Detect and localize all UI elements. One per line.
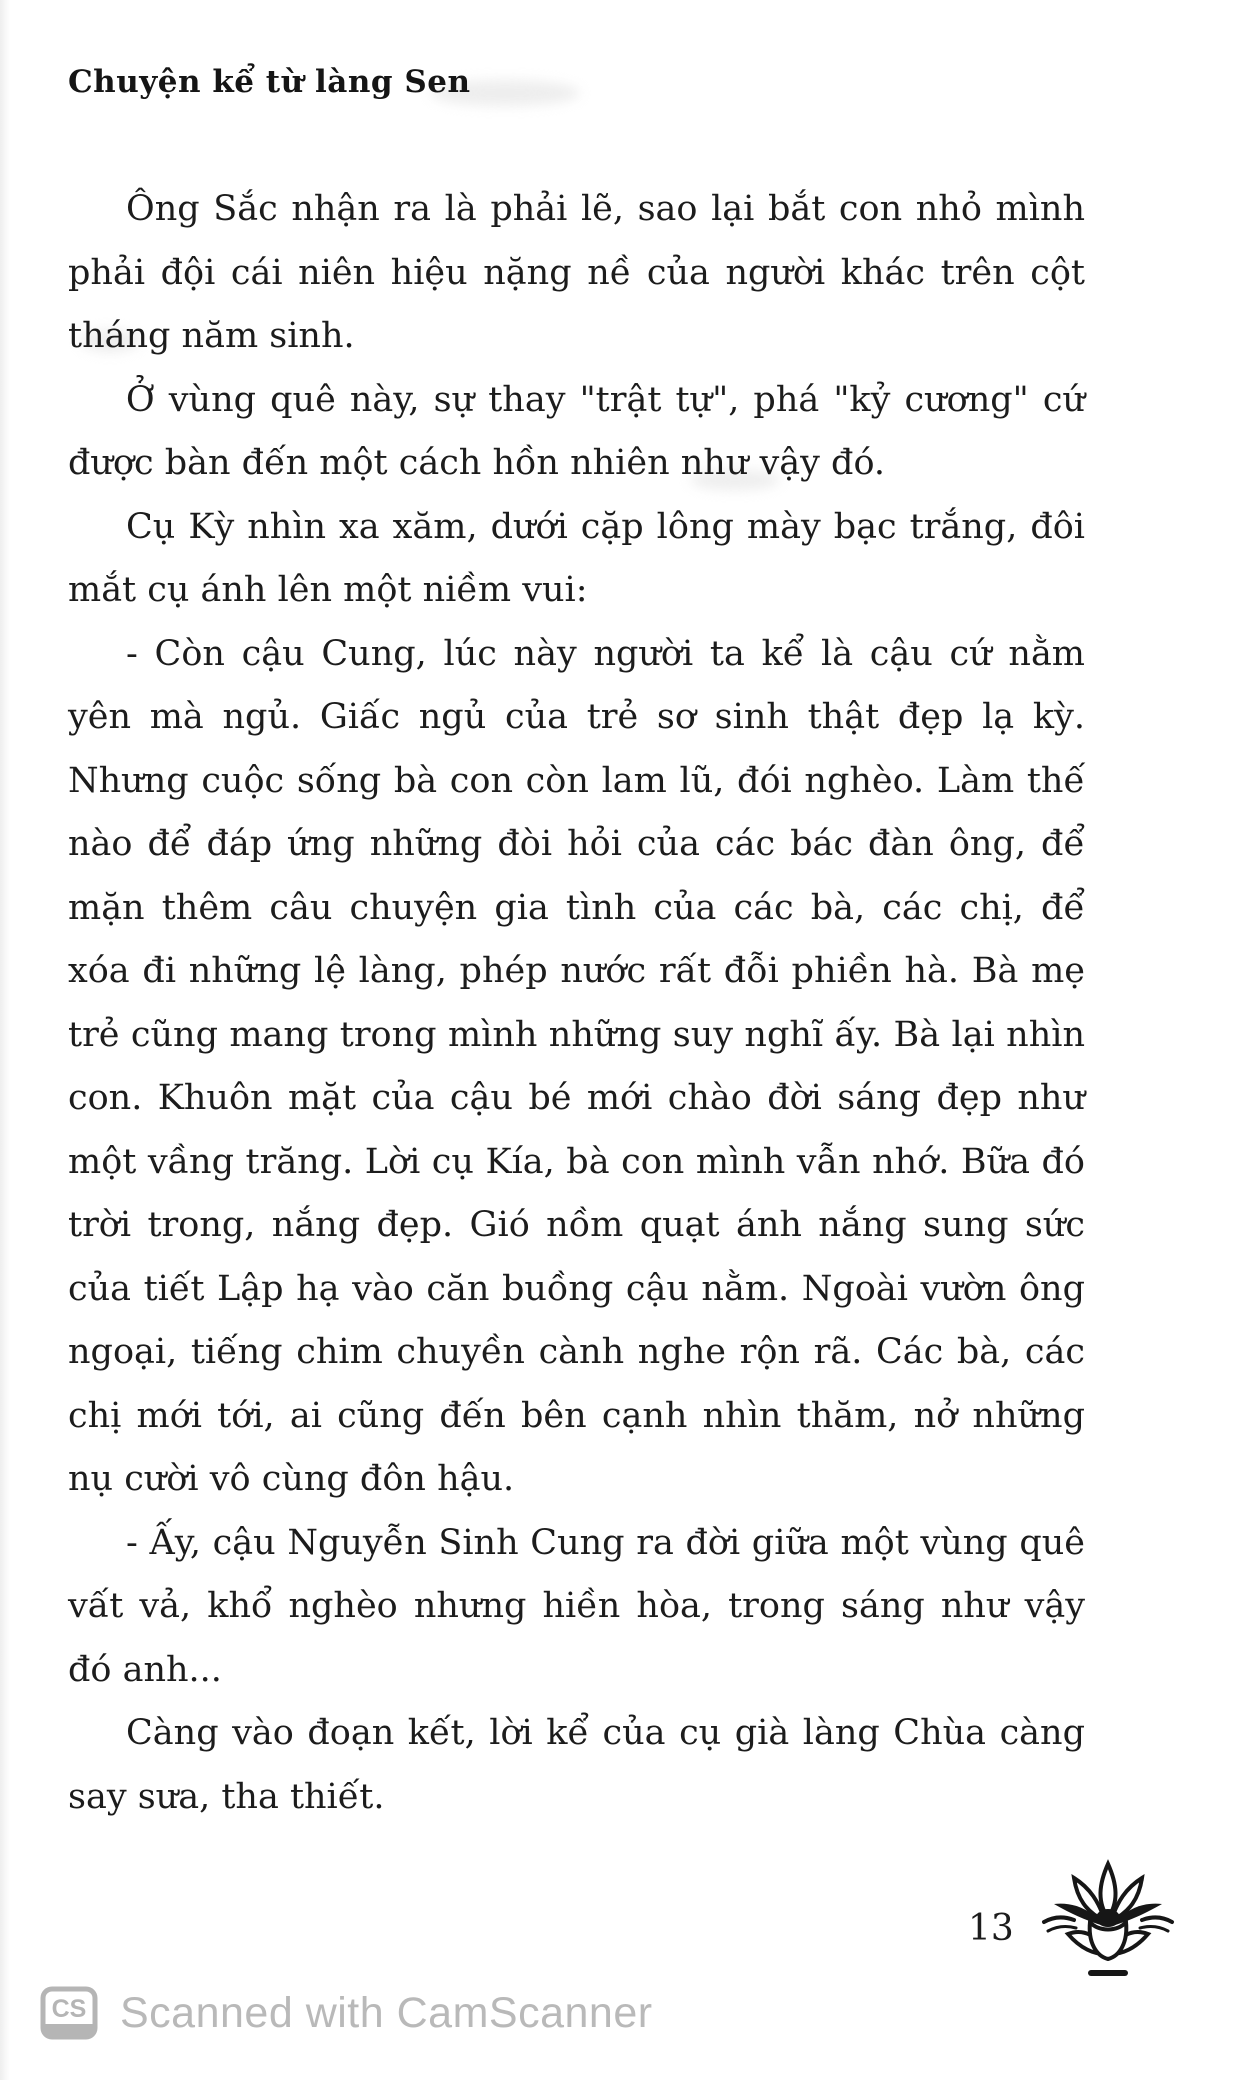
camscanner-logo-letters: CS [51, 1995, 87, 2023]
page-number: 13 [968, 1908, 1014, 1949]
scan-edge-shadow [0, 0, 10, 2080]
camscanner-text: Scanned with CamScanner [120, 1988, 653, 2037]
camscanner-logo-icon [40, 1986, 98, 2040]
paragraph-dialogue: - Ấy, cậu Nguyễn Sinh Cung ra đời giữa một vùng quê vất vả, khổ nghèo nhưng hiền hòa, trong sáng như vậy đó anh... [68, 1522, 1085, 1690]
paragraph: Ông Sắc nhận ra là phải lẽ, sao lại bắt con nhỏ mình phải đội cái niên hiệu nặng nề của người khác trên cột tháng năm sinh. [68, 189, 1085, 356]
paragraph: Cụ Kỳ nhìn xa xăm, dưới cặp lông mày bạc trắng, đôi mắt cụ ánh lên một niềm vui: [68, 506, 1085, 610]
paragraph: Càng vào đoạn kết, lời kể của cụ già làng Chùa càng say sưa, tha thiết. [68, 1713, 1085, 1817]
paragraph: Ở vùng quê này, sự thay "trật tự", phá "kỷ cương" cứ được bàn đến một cách hồn nhiên như vậy đó. [68, 379, 1085, 483]
page-body-text [68, 178, 1085, 1829]
camscanner-watermark [40, 1984, 653, 2042]
running-header: Chuyện kể từ làng Sen [68, 64, 471, 100]
paragraph-dialogue: - Còn cậu Cung, lúc này người ta kể là cậu cứ nằm yên mà ngủ. Giấc ngủ của trẻ sơ sinh thật đẹp lạ kỳ. Nhưng cuộc sống bà con còn lam lũ, đói nghèo. Làm thế nào để đáp ứng những đòi hỏi của các bác đàn ông, để mặn thêm câu chuyện gia tình của các bà, các chị, để xóa đi những lệ làng, phép nước rất đỗi phiền hà. Bà mẹ trẻ cũng mang trong mình những suy nghĩ ấy. Bà lại nhìn con. Khuôn mặt của cậu bé mới chào đời sáng đẹp như một vầng trăng. Lời cụ Kía, bà con mình vẫn nhớ. Bữa đó trời trong, nắng đẹp. Gió nồm quạt ánh nắng sung sức của tiết Lập hạ vào căn buồng cậu nằm. Ngoài vườn ông ngoại, tiếng chim chuyền cành nghe rộn rã. Các bà, các chị mới tới, ai cũng đến bên cạnh nhìn thăm, nở những nụ cười vô cùng đôn hậu. [68, 633, 1085, 1499]
lotus-icon [1038, 1858, 1178, 1983]
